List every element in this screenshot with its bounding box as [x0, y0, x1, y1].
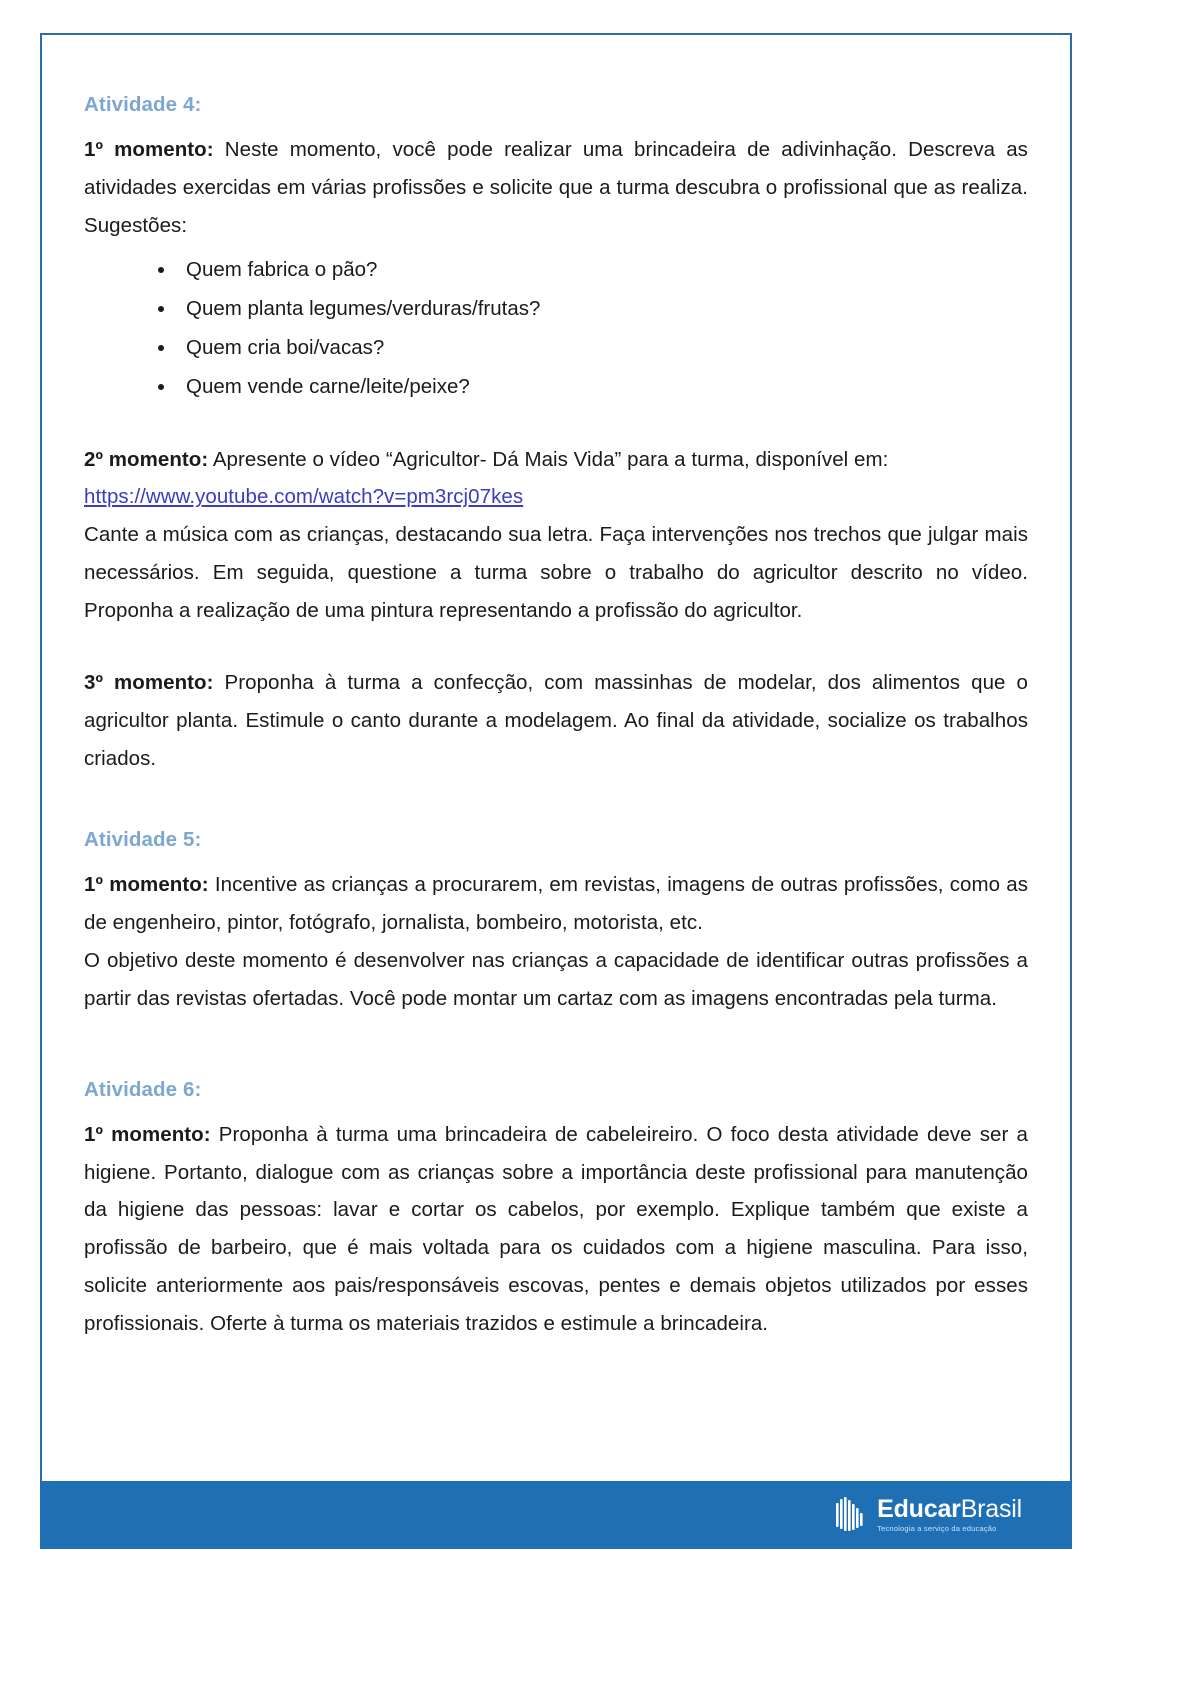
- activity-5-moment-1-paragraph: [84, 866, 1028, 942]
- educarbrasil-logo: [834, 1495, 1022, 1535]
- moment-label: 1º momento:: [84, 138, 214, 161]
- list-item: Quem cria boi/vacas?: [152, 329, 1028, 368]
- moment-text: Proponha à turma uma brincadeira de cabeleireiro. O foco desta atividade deve ser a higiene. Portanto, dialogue com as crianças sobre a importância deste profissional para manutenção da higiene das pessoas: lavar e cortar os cabelos, por exemplo. Explique também que existe a profissão de barbeiro, que é mais voltada para os cuidados com a higiene masculina. Para isso, solicite anteriormente aos pais/responsáveis escovas, pentes e demais objetos utilizados por esses profissionais. Oferte à turma os materiais trazidos e estimule a brincadeira.: [84, 1122, 1028, 1336]
- spacer: [84, 630, 1028, 664]
- activity-4-moment-1-paragraph: [84, 131, 1028, 245]
- page-footer: [40, 1481, 1072, 1549]
- logo-brand-second: Brasil: [960, 1495, 1022, 1524]
- moment-text: Neste momento, você pode realizar uma brincadeira de adivinhação. Descreva as atividades exercidas em várias profissões e solicite que a turma descubra o profissional que as realiza. Sugestões:: [84, 138, 1028, 237]
- activity-6-heading: Atividade 6:: [84, 1077, 202, 1101]
- page-content: [42, 35, 1070, 1343]
- moment-label: 3º momento:: [84, 671, 214, 695]
- activity-4-moment-2-continuation: Cante a música com as crianças, destacando sua letra. Faça intervenções nos trechos que julgar mais necessários. Em seguida, questione a turma sobre o trabalho do agricultor descrito no vídeo. Proponha a realização de uma pintura representando a profissão do agricultor.: [84, 523, 1028, 623]
- logo-brand-first: Educar: [877, 1495, 961, 1524]
- logo-text: [877, 1497, 1022, 1533]
- moment-label: 2º momento:: [84, 447, 209, 471]
- activity-5-heading: Atividade 5:: [84, 827, 202, 851]
- spacer: [84, 1018, 1028, 1078]
- list-item: Quem fabrica o pão?: [152, 251, 1028, 290]
- moment-label: 1º momento:: [84, 872, 209, 896]
- document-page: [40, 33, 1072, 1481]
- brazil-map-icon: [834, 1495, 868, 1535]
- logo-brand-name: [877, 1497, 1022, 1522]
- list-item: Quem planta legumes/verduras/frutas?: [152, 290, 1028, 329]
- moment-text: Incentive as crianças a procurarem, em revistas, imagens de outras profissões, como as de engenheiro, pintor, fotógrafo, jornalista, bombeiro, motorista, etc.: [84, 872, 1029, 934]
- video-link-line: [84, 478, 1028, 516]
- activity-4-moment-3-paragraph: [84, 664, 1028, 778]
- list-item: Quem vende carne/leite/peixe?: [152, 368, 1028, 407]
- spacer: [84, 407, 1028, 441]
- moment-label: 1º momento:: [84, 1122, 211, 1146]
- activity-4-moment-2-paragraph: [84, 441, 1028, 479]
- activity-6-moment-1-paragraph: [84, 1116, 1028, 1344]
- logo-tagline: Tecnologia a serviço da educação: [877, 1524, 997, 1534]
- youtube-video-link[interactable]: https://www.youtube.com/watch?v=pm3rcj07kes: [84, 485, 524, 509]
- moment-text: Apresente o vídeo “Agricultor- Dá Mais Vida” para a turma, disponível em:: [208, 447, 889, 471]
- activity-5-moment-1-continuation: O objetivo deste momento é desenvolver nas crianças a capacidade de identificar outras profissões a partir das revistas ofertadas. Você pode montar um cartaz com as imagens encontradas pela turma.: [84, 948, 1028, 1010]
- spacer: [84, 778, 1028, 828]
- suggestions-list: [84, 251, 1028, 407]
- activity-4-heading: Atividade 4:: [84, 93, 202, 116]
- moment-text: Proponha à turma a confecção, com massinhas de modelar, dos alimentos que o agricultor planta. Estimule o canto durante a modelagem. Ao final da atividade, socialize os trabalhos criados.: [84, 671, 1028, 770]
